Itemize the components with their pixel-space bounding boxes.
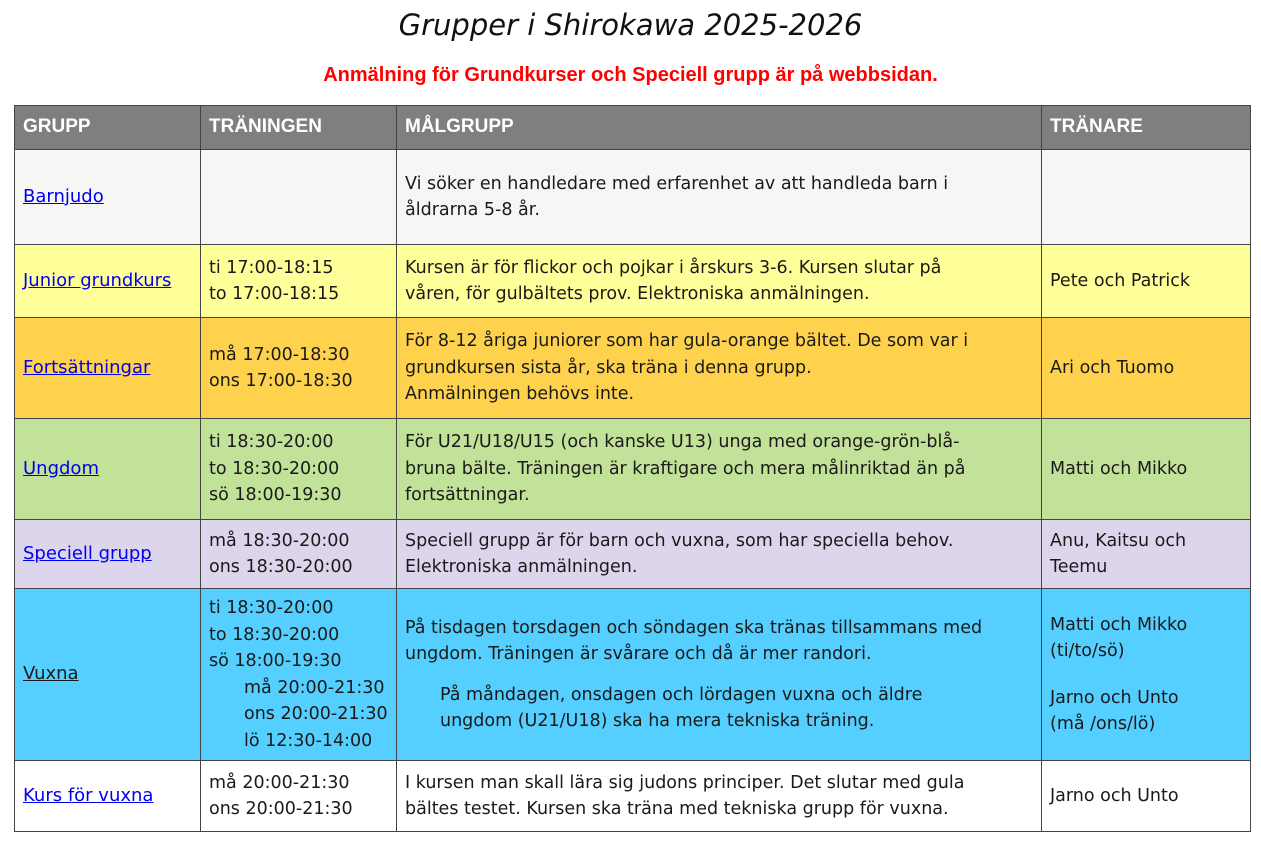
table-row-vuxna	[15, 589, 1251, 761]
times-cell	[201, 520, 397, 589]
group-cell	[15, 245, 201, 318]
description-line: Elektroniska anmälningen.	[405, 557, 638, 577]
description-line: På måndagen, onsdagen och lördagen vuxna och äldre	[440, 684, 923, 705]
trainer-line: Anu, Kaitsu och	[1050, 530, 1187, 551]
trainers-cell	[1042, 520, 1251, 589]
time-line: to 18:30-20:00	[209, 624, 340, 645]
table-row-kurs-for-vuxna	[15, 761, 1251, 832]
trainer-line: (ti/to/sö)	[1050, 641, 1125, 661]
time-line: ons 17:00-18:30	[209, 371, 353, 391]
trainer-line: Matti och Mikko	[1050, 458, 1188, 479]
description-line: Vi söker en handledare med erfarenhet av att handleda barn i	[405, 173, 949, 194]
trainer-line: (må /ons/lö)	[1050, 714, 1156, 734]
group-link-junior-grundkurs[interactable]: Junior grundkurs	[23, 269, 172, 291]
group-cell	[15, 520, 201, 589]
paragraph-gap	[1050, 665, 1242, 685]
group-link-ungdom[interactable]: Ungdom	[23, 457, 99, 479]
times-cell	[201, 245, 397, 318]
description-line: bältes testet. Kursen ska träna med tekniska grupp för vuxna.	[405, 799, 949, 819]
description-cell	[397, 150, 1042, 245]
table-row-speciell-grupp	[15, 520, 1251, 589]
group-name-vuxna: Vuxna	[23, 663, 79, 685]
trainers-cell	[1042, 245, 1251, 318]
times-cell	[201, 150, 397, 245]
table-row-junior-grundkurs	[15, 245, 1251, 318]
time-line: ons 18:30-20:00	[209, 557, 353, 577]
description-cell	[397, 520, 1042, 589]
description-cell	[397, 318, 1042, 419]
description-line: bruna bälte. Träningen är kraftigare och mera målinriktad än på	[405, 458, 966, 479]
groups-table	[14, 105, 1251, 832]
page-title: Grupper i Shirokawa 2025-2026	[398, 8, 863, 42]
time-line: sö 18:00-19:30	[209, 651, 342, 671]
description-line: fortsättningar.	[405, 485, 530, 506]
description-line: ungdom. Träningen är svårare och då är mer randori.	[405, 644, 872, 664]
time-line: ons 20:00-21:30	[244, 704, 388, 724]
description-line: åldrarna 5-8 år.	[405, 200, 540, 220]
description-line: Kursen är för flickor och pojkar i årskurs 3-6. Kursen slutar på	[405, 257, 942, 278]
time-line: ti 18:30-20:00	[209, 432, 334, 453]
header-traningen: TRÄNINGEN	[201, 106, 397, 150]
trainers-cell	[1042, 318, 1251, 419]
time-line: ons 20:00-21:30	[209, 799, 353, 819]
description-cell	[397, 589, 1042, 761]
description-cell	[397, 419, 1042, 520]
paragraph-gap	[405, 668, 1033, 682]
time-line: må 18:30-20:00	[209, 530, 350, 551]
time-line: må 20:00-21:30	[244, 677, 385, 698]
description-line: På tisdagen torsdagen och söndagen ska tränas tillsammans med	[405, 617, 983, 638]
description-line: I kursen man skall lära sig judons principer. Det slutar med gula	[405, 772, 965, 793]
time-line: lö 12:30-14:00	[244, 730, 373, 751]
trainers-cell	[1042, 761, 1251, 832]
table-row-barnjudo	[15, 150, 1251, 245]
header-tranare: TRÄNARE	[1042, 106, 1251, 150]
times-cell	[201, 419, 397, 520]
group-link-fortsattningar[interactable]: Fortsättningar	[23, 356, 151, 378]
header-grupp: GRUPP	[15, 106, 201, 150]
table-header-row	[15, 106, 1251, 150]
group-cell	[15, 589, 201, 761]
description-line: Speciell grupp är för barn och vuxna, som har speciella behov.	[405, 530, 954, 551]
group-link-kurs-for-vuxna[interactable]: Kurs för vuxna	[23, 784, 154, 806]
group-cell	[15, 419, 201, 520]
description-line: För U21/U18/U15 (och kanske U13) unga med orange-grön-blå-	[405, 432, 960, 453]
description-line: våren, för gulbältets prov. Elektroniska anmälningen.	[405, 284, 870, 304]
trainer-line: Jarno och Unto	[1050, 687, 1179, 708]
table-row-fortsattningar	[15, 318, 1251, 419]
time-line: må 17:00-18:30	[209, 344, 350, 365]
times-cell	[201, 589, 397, 761]
group-cell	[15, 318, 201, 419]
description-cell	[397, 245, 1042, 318]
description-line: ungdom (U21/U18) ska ha mera tekniska träning.	[440, 711, 875, 731]
trainer-line: Teemu	[1050, 557, 1108, 577]
time-line: sö 18:00-19:30	[209, 485, 342, 506]
time-line: to 18:30-20:00	[209, 458, 340, 479]
trainer-line: Matti och Mikko	[1050, 614, 1188, 635]
group-cell	[15, 150, 201, 245]
times-cell	[201, 761, 397, 832]
times-cell	[201, 318, 397, 419]
time-line: ti 18:30-20:00	[209, 598, 334, 618]
trainers-cell	[1042, 589, 1251, 761]
time-line: to 17:00-18:15	[209, 284, 340, 304]
group-link-barnjudo[interactable]: Barnjudo	[23, 185, 104, 207]
trainer-line: Jarno och Unto	[1050, 785, 1179, 806]
description-line: För 8-12 åriga juniorer som har gula-orange bältet. De som var i	[405, 331, 969, 352]
time-line: ti 17:00-18:15	[209, 257, 334, 278]
description-cell	[397, 761, 1042, 832]
table-row-ungdom	[15, 419, 1251, 520]
time-line: må 20:00-21:30	[209, 772, 350, 793]
trainers-cell	[1042, 419, 1251, 520]
trainer-line: Pete och Patrick	[1050, 270, 1191, 291]
trainer-line: Ari och Tuomo	[1050, 357, 1175, 378]
trainers-cell	[1042, 150, 1251, 245]
group-link-speciell-grupp[interactable]: Speciell grupp	[23, 542, 152, 564]
group-cell	[15, 761, 201, 832]
page-subtitle: Anmälning för Grundkurser och Speciell grupp är på webbsidan.	[323, 64, 938, 86]
description-line: grundkursen sista år, ska träna i denna grupp.	[405, 357, 812, 378]
header-malgrupp: MÅLGRUPP	[397, 106, 1042, 150]
description-line: Anmälningen behövs inte.	[405, 384, 635, 405]
